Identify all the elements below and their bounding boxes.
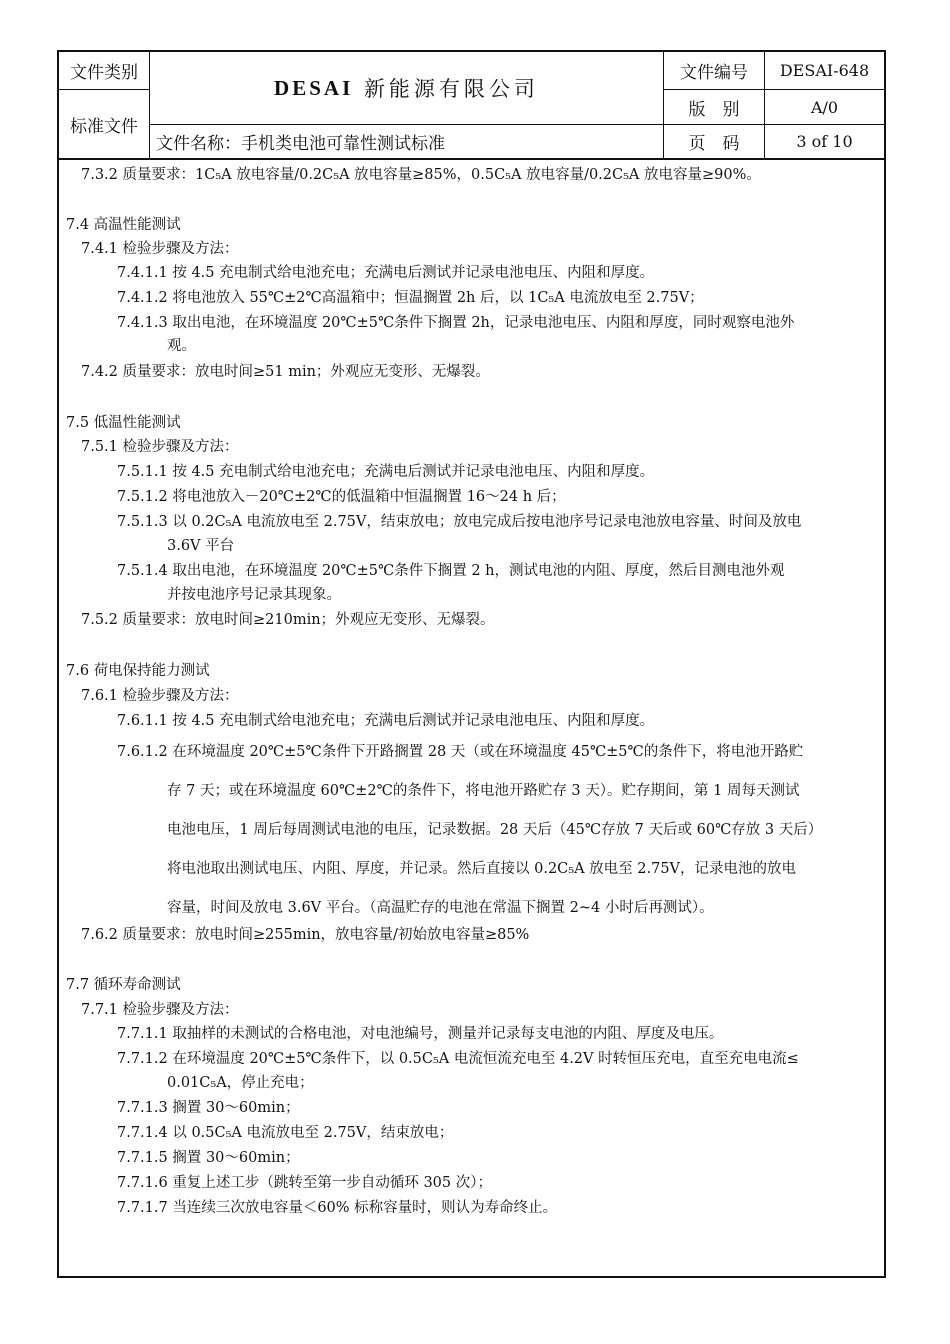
header-table	[59, 52, 884, 160]
text-line: 7.4.2 质量要求：放电时间≥51 min；外观应无变形、无爆裂。	[81, 364, 490, 380]
text-line: 7.5.1.3 以 0.2C₅A 电流放电至 2.75V，结束放电；放电完成后按电池序号记录电池放电容量、时间及放电	[117, 514, 802, 530]
text-line: 7.6.1 检验步骤及方法：	[81, 688, 239, 704]
version-label: 版 别	[688, 99, 740, 120]
text-line: 7.7.1.4 以 0.5C₅A 电流放电至 2.75V，结束放电；	[117, 1125, 454, 1141]
document-title: 文件名称：手机类电池可靠性测试标准	[156, 134, 445, 154]
text-line: 7.6.1.1 按 4.5 充电制式给电池充电；充满电后测试并记录电池电压、内阻和厚度。	[117, 713, 655, 729]
text-line: 存 7 天；或在环境温度 60℃±2℃的条件下，将电池开路贮存 3 天）。贮存期间，第 1 周每天测试	[167, 783, 800, 799]
page-label: 页 码	[688, 134, 740, 154]
category-value: 标准文件	[70, 116, 138, 137]
doc-number-value: DESAI-648	[779, 61, 870, 80]
text-line: 容量，时间及放电 3.6V 平台。（高温贮存的电池在常温下搁置 2~4 小时后再测试）。	[167, 900, 714, 916]
text-line: 7.7.1.2 在环境温度 20℃±5℃条件下，以 0.5C₅A 电流恒流充电至 4.2V 时转恒压充电，直至充电电流≤	[117, 1051, 799, 1067]
text-line: 7.7.1.1 取抽样的未测试的合格电池，对电池编号，测量并记录每支电池的内阻、厚度及电压。	[117, 1026, 724, 1042]
text-line: 7.5.1 检验步骤及方法：	[81, 439, 239, 455]
text-line: 7.6.1.2 在环境温度 20℃±5℃条件下开路搁置 28 天（或在环境温度 45℃±5℃的条件下，将电池开路贮	[117, 744, 804, 760]
text-line: 7.3.2 质量要求：1C₅A 放电容量/0.2C₅A 放电容量≥85%，0.5C₅A 放电容量/0.2C₅A 放电容量≥90%。	[81, 167, 761, 183]
company-name-cn: 新能源有限公司	[363, 77, 539, 101]
text-line: 7.4.1.3 取出电池，在环境温度 20℃±5℃条件下搁置 2h，记录电池电压、内阻和厚度，同时观察电池外	[117, 315, 795, 331]
section-heading: 7.7 循环寿命测试	[66, 977, 181, 993]
text-line: 7.4.1 检验步骤及方法：	[81, 241, 239, 257]
text-line: 7.5.1.2 将电池放入－20℃±2℃的低温箱中恒温搁置 16～24 h 后；	[117, 489, 566, 505]
section-heading: 7.4 高温性能测试	[66, 217, 181, 233]
doc-number-label: 文件编号	[680, 63, 748, 83]
text-line: 7.7.1.5 搁置 30～60min；	[117, 1150, 300, 1166]
text-line: 将电池取出测试电压、内阻、厚度，并记录。然后直接以 0.2C₅A 放电至 2.75V，记录电池的放电	[167, 861, 797, 877]
text-line: 7.5.2 质量要求：放电时间≥210min；外观应无变形、无爆裂。	[81, 612, 495, 628]
document-frame	[57, 50, 886, 1278]
text-line: 7.5.1.4 取出电池，在环境温度 20℃±5℃条件下搁置 2 h，测试电池的内阻、厚度，然后目测电池外观	[117, 563, 785, 579]
text-line: 观。	[167, 338, 196, 354]
text-line: 电池电压，1 周后每周测试电池的电压，记录数据。28 天后（45℃存放 7 天后或 60℃存放 3 天后）	[167, 822, 823, 838]
version-value: A/0	[810, 97, 839, 117]
company-name-en: DESAI	[274, 75, 354, 100]
section-heading: 7.5 低温性能测试	[66, 415, 181, 431]
section-heading: 7.6 荷电保持能力测试	[66, 663, 210, 679]
text-line: 0.01C₅A，停止充电；	[167, 1075, 314, 1091]
text-line: 3.6V 平台	[167, 538, 235, 554]
text-line: 7.4.1.2 将电池放入 55℃±2℃高温箱中；恒温搁置 2h 后，以 1C₅A 电流放电至 2.75V；	[117, 290, 704, 306]
text-line: 7.5.1.1 按 4.5 充电制式给电池充电；充满电后测试并记录电池电压、内阻和厚度。	[117, 464, 655, 480]
text-line: 7.7.1.3 搁置 30～60min；	[117, 1100, 300, 1116]
page-value: 3 of 10	[796, 132, 853, 151]
category-label: 文件类别	[70, 63, 138, 83]
text-line: 7.7.1.6 重复上述工步（跳转至第一步自动循环 305 次）；	[117, 1175, 492, 1191]
text-line: 7.7.1.7 当连续三次放电容量＜60% 标称容量时，则认为寿命终止。	[117, 1200, 558, 1216]
text-line: 7.7.1 检验步骤及方法：	[81, 1002, 239, 1018]
text-line: 7.4.1.1 按 4.5 充电制式给电池充电；充满电后测试并记录电池电压、内阻和厚度。	[117, 265, 655, 281]
text-line: 7.6.2 质量要求：放电时间≥255min，放电容量/初始放电容量≥85%	[81, 927, 530, 943]
company-name	[150, 52, 663, 124]
text-line: 并按电池序号记录其现象。	[167, 587, 341, 603]
